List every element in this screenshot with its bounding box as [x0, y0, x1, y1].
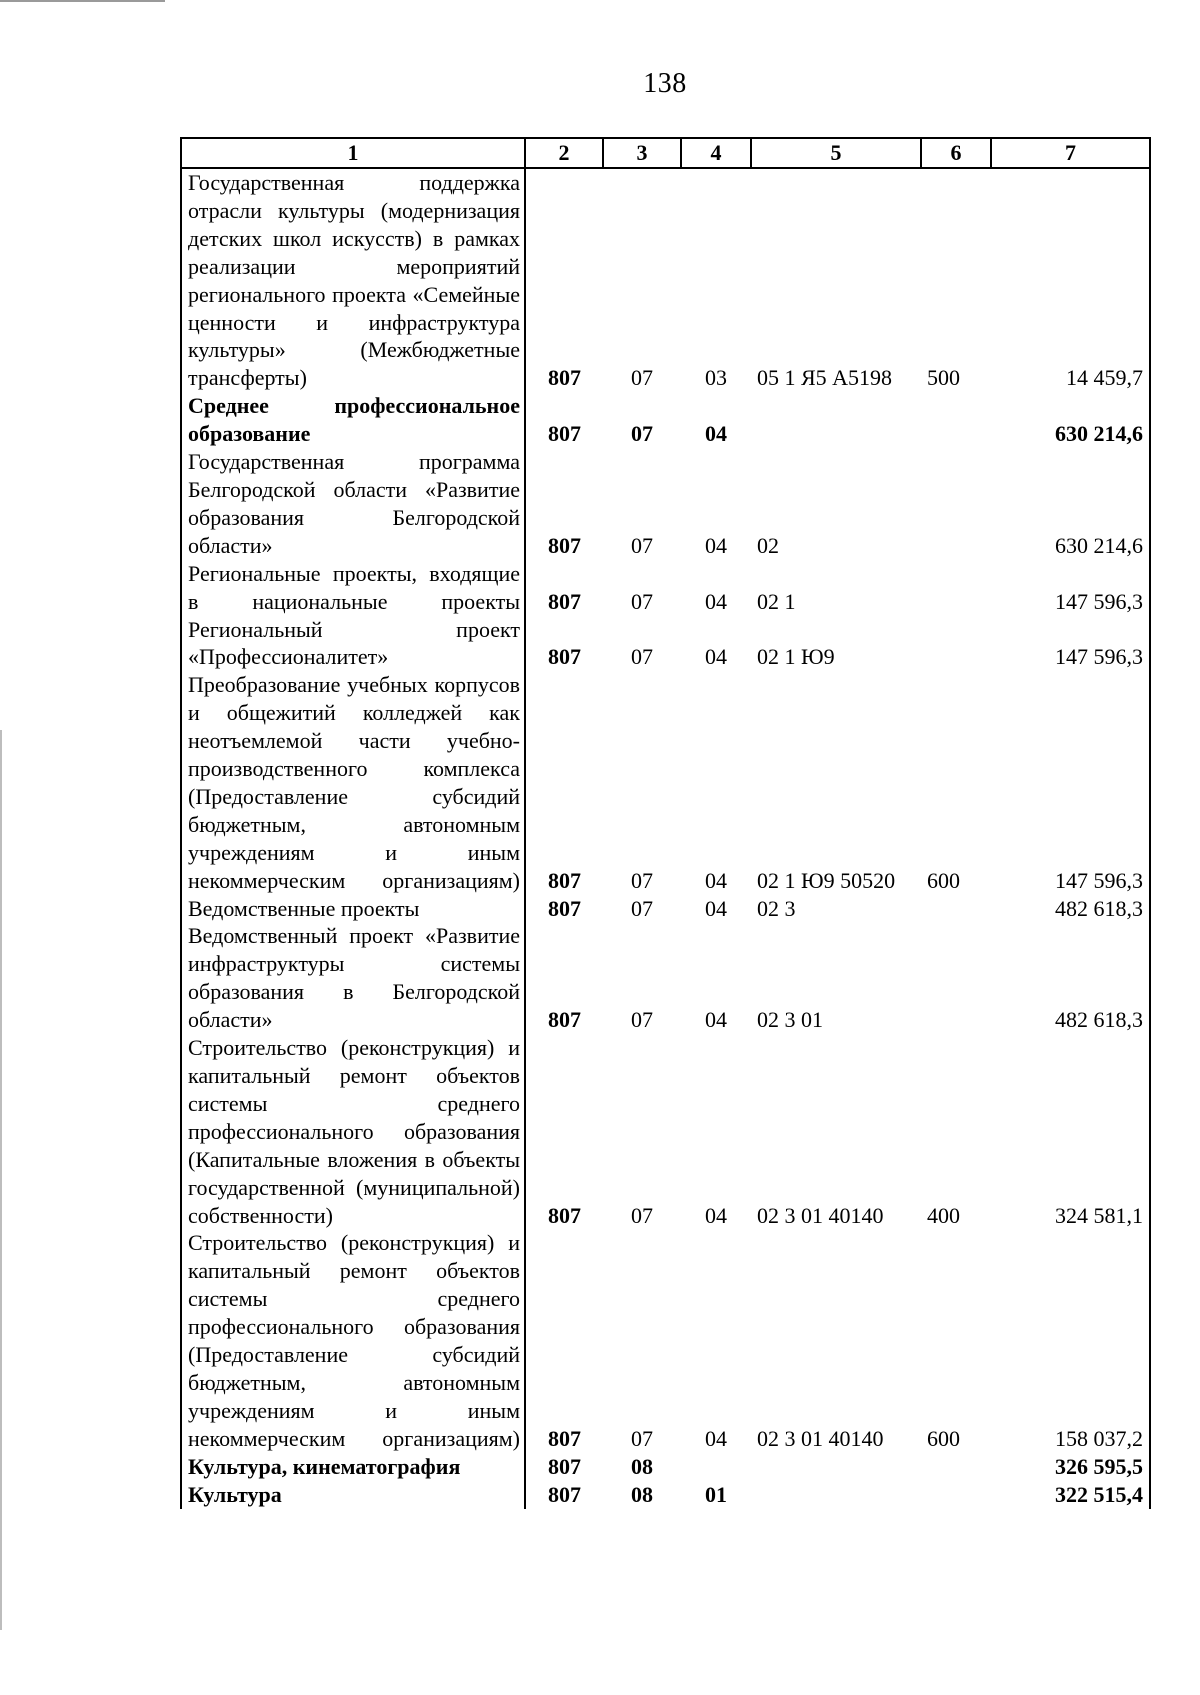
- section-code: 07: [631, 365, 653, 391]
- section-code: 07: [631, 1202, 653, 1228]
- header-col-4: 4: [681, 138, 751, 168]
- amount: 324 581,1: [991, 1034, 1150, 1229]
- expense-type-code: [921, 448, 991, 560]
- row-description: Ведомственный проект «Развитие инфраструктуры системы образования в Белгородской области»: [181, 922, 525, 1034]
- expense-type-code: [921, 1453, 991, 1481]
- ministry-code: 807: [525, 1481, 603, 1509]
- subsection-code: 04: [705, 895, 727, 921]
- target-article-code: [751, 392, 921, 448]
- header-col-3: 3: [603, 138, 681, 168]
- expense-type-code: 600: [927, 867, 960, 893]
- subsection-code: 04: [705, 532, 727, 558]
- target-article-code: [751, 1453, 921, 1481]
- ministry-code: 807: [525, 616, 603, 672]
- subsection-code: [681, 1453, 751, 1481]
- header-col-7: 7: [991, 138, 1150, 168]
- ministry-code: 807: [525, 168, 603, 392]
- table-row: [181, 392, 1150, 448]
- table-body: [181, 168, 1150, 1509]
- ministry-code: 807: [525, 448, 603, 560]
- expense-type-code: [921, 895, 991, 923]
- subsection-code: 01: [705, 1481, 727, 1507]
- section-code: 07: [631, 644, 653, 670]
- section-code: 07: [631, 867, 653, 893]
- section-code: 07: [631, 421, 653, 447]
- amount: 630 214,6: [991, 448, 1150, 560]
- header-col-2: 2: [525, 138, 603, 168]
- target-article-code: 02 3 01 40140: [757, 1425, 884, 1451]
- target-article-code: 02 3 01: [757, 1007, 823, 1033]
- section-code: 08: [631, 1453, 653, 1479]
- amount: 482 618,3: [991, 922, 1150, 1034]
- ministry-code: 807: [525, 1034, 603, 1229]
- ministry-code: 807: [525, 671, 603, 894]
- amount: 322 515,4: [991, 1481, 1150, 1509]
- row-description: Строительство (реконструкция) и капитальный ремонт объектов системы среднего профессионального образования (Капитальные вложения в объекты государственной (муниципальной) собственности): [181, 1034, 525, 1229]
- target-article-code: 02 1 Ю9: [757, 644, 835, 670]
- ministry-code: 807: [525, 922, 603, 1034]
- ministry-code: 807: [525, 895, 603, 923]
- amount: 158 037,2: [991, 1229, 1150, 1452]
- subsection-code: 04: [705, 1202, 727, 1228]
- subsection-code: 04: [705, 867, 727, 893]
- target-article-code: 02 1 Ю9 50520: [757, 867, 896, 893]
- amount: 147 596,3: [991, 671, 1150, 894]
- subsection-code: 04: [705, 588, 727, 614]
- subsection-code: 03: [705, 365, 727, 391]
- row-description: Среднее профессиональное образование: [181, 392, 525, 448]
- header-col-1: 1: [181, 138, 525, 168]
- scan-edge-left: [0, 730, 2, 1630]
- table-row: [181, 616, 1150, 672]
- expense-type-code: 400: [927, 1202, 960, 1228]
- target-article-code: 02: [757, 532, 779, 558]
- target-article-code: [751, 1481, 921, 1509]
- subsection-code: 04: [705, 1007, 727, 1033]
- expense-type-code: 600: [927, 1425, 960, 1451]
- table-row: [181, 1034, 1150, 1229]
- amount: 147 596,3: [991, 616, 1150, 672]
- ministry-code: 807: [525, 560, 603, 616]
- table-row: [181, 671, 1150, 894]
- table-row: [181, 168, 1150, 392]
- row-description: Государственная программа Белгородской области «Развитие образования Белгородской области»: [181, 448, 525, 560]
- header-col-5: 5: [751, 138, 921, 168]
- amount: 630 214,6: [991, 392, 1150, 448]
- table-row: [181, 922, 1150, 1034]
- page-number: 138: [643, 68, 687, 99]
- amount: 14 459,7: [991, 168, 1150, 392]
- target-article-code: 02 1: [757, 588, 796, 614]
- budget-table: [180, 137, 1151, 1509]
- header-col-6: 6: [921, 138, 991, 168]
- row-description: Культура, кинематография: [181, 1453, 525, 1481]
- section-code: 07: [631, 1425, 653, 1451]
- expense-type-code: [921, 560, 991, 616]
- scan-edge-top: [0, 0, 165, 2]
- table-row: [181, 1229, 1150, 1452]
- expense-type-code: [921, 1481, 991, 1509]
- expense-type-code: [921, 616, 991, 672]
- header-row: [181, 138, 1150, 168]
- ministry-code: 807: [525, 1453, 603, 1481]
- subsection-code: 04: [705, 1425, 727, 1451]
- section-code: 07: [631, 532, 653, 558]
- ministry-code: 807: [525, 392, 603, 448]
- expense-type-code: [921, 922, 991, 1034]
- row-description: Культура: [181, 1481, 525, 1509]
- subsection-code: 04: [705, 421, 727, 447]
- ministry-code: 807: [525, 1229, 603, 1452]
- row-description: Региональный проект «Профессионалитет»: [181, 616, 525, 672]
- section-code: 08: [631, 1481, 653, 1507]
- table-row: [181, 895, 1150, 923]
- expense-type-code: 500: [927, 365, 960, 391]
- row-description: Государственная поддержка отрасли культуры (модернизация детских школ искусств) в рамках реализации мероприятий регионального проекта «Семейные ценности и инфраструктура культуры» (Межбюджетные трансферты): [181, 168, 525, 392]
- table-row: [181, 560, 1150, 616]
- table-row: [181, 1481, 1150, 1509]
- section-code: 07: [631, 1007, 653, 1033]
- section-code: 07: [631, 588, 653, 614]
- amount: 147 596,3: [991, 560, 1150, 616]
- amount: 326 595,5: [991, 1453, 1150, 1481]
- row-description: Региональные проекты, входящие в национальные проекты: [181, 560, 525, 616]
- table-row: [181, 1453, 1150, 1481]
- row-description: Строительство (реконструкция) и капитальный ремонт объектов системы среднего профессионального образования (Предоставление субсидий бюджетным, автономным учреждениям и иным некоммерческим организациям): [181, 1229, 525, 1452]
- target-article-code: 02 3: [757, 895, 796, 921]
- row-description: Преобразование учебных корпусов и общежитий колледжей как неотъемлемой части учебно-производственного комплекса (Предоставление субсидий бюджетным, автономным учреждениям и иным некоммерческим организациям): [181, 671, 525, 894]
- row-description: Ведомственные проекты: [181, 895, 525, 923]
- target-article-code: 05 1 Я5 А5198: [757, 365, 893, 391]
- target-article-code: 02 3 01 40140: [757, 1202, 884, 1228]
- amount: 482 618,3: [991, 895, 1150, 923]
- section-code: 07: [631, 895, 653, 921]
- expense-type-code: [921, 392, 991, 448]
- subsection-code: 04: [705, 644, 727, 670]
- table-row: [181, 448, 1150, 560]
